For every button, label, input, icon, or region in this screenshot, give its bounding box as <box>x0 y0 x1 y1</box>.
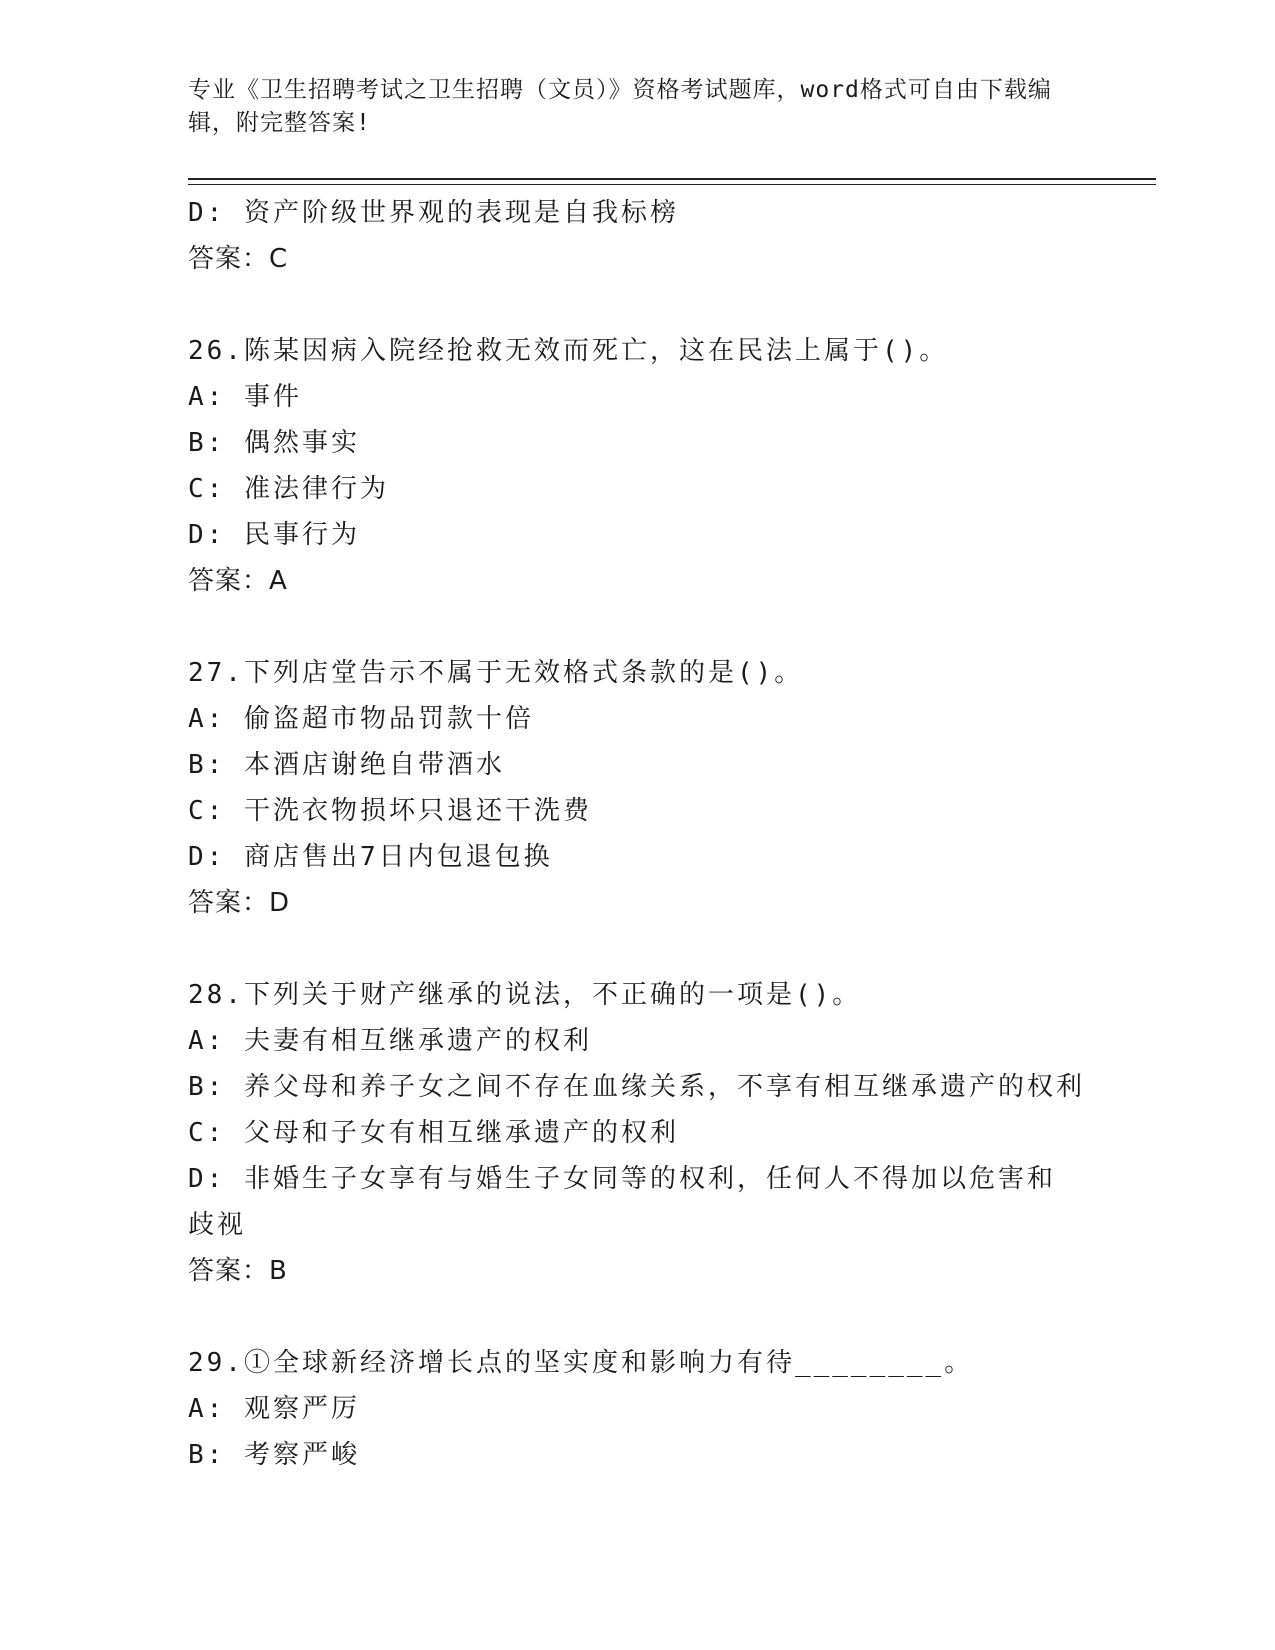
option-b: B: 偶然事实 <box>188 428 360 458</box>
answer-line: 答案：D <box>188 888 291 918</box>
question-number: 29. <box>188 1348 244 1378</box>
question-number: 28. <box>188 980 244 1010</box>
option-b: B: 考察严峻 <box>188 1440 360 1470</box>
option-d: D: 非婚生子女享有与婚生子女同等的权利，任何人不得加以危害和歧视 <box>188 1164 1056 1240</box>
option-b: B: 本酒店谢绝自带酒水 <box>188 750 505 780</box>
option-a: A: 观察严厉 <box>188 1394 360 1424</box>
question-block-26 <box>188 328 1088 604</box>
question-block-28 <box>188 972 1088 1294</box>
spacer <box>188 1294 1088 1340</box>
option-d: D: 民事行为 <box>188 520 360 550</box>
answer-line: 答案：A <box>188 566 288 596</box>
question-text: 陈某因病入院经抢救无效而死亡，这在民法上属于()。 <box>243 336 949 366</box>
option-a: A: 夫妻有相互继承遗产的权利 <box>188 1026 592 1056</box>
question-stem <box>188 328 1088 374</box>
question-stem <box>188 650 1088 696</box>
question-text: 下列关于财产继承的说法，不正确的一项是()。 <box>243 980 862 1010</box>
spacer <box>188 604 1088 650</box>
option-c: C: 准法律行为 <box>188 474 389 504</box>
spacer <box>188 282 1088 328</box>
question-text: ①全球新经济增长点的坚实度和影响力有待________。 <box>243 1348 974 1378</box>
option-d: D: 商店售出7日内包退包换 <box>188 842 553 872</box>
question-number: 26. <box>188 336 244 366</box>
answer-line: 答案：B <box>188 1256 288 1286</box>
question-stem <box>188 972 1088 1018</box>
option-d: D: 资产阶级世界观的表现是自我标榜 <box>188 198 679 228</box>
question-block-29 <box>188 1340 1088 1478</box>
question-stem <box>188 1340 1088 1386</box>
question-block-27 <box>188 650 1088 926</box>
question-block-25 <box>188 190 1088 282</box>
question-number: 27. <box>188 658 244 688</box>
option-a: A: 偷盗超市物品罚款十倍 <box>188 704 534 734</box>
header-rule-thick <box>188 178 1156 180</box>
document-header: 专业《卫生招聘考试之卫生招聘（文员）》资格考试题库，word格式可自由下载编辑，附完整答案! <box>188 77 1052 136</box>
answer-line: 答案：C <box>188 244 289 274</box>
question-text: 下列店堂告示不属于无效格式条款的是()。 <box>243 658 804 688</box>
header-rule-thin <box>188 184 1156 185</box>
spacer <box>188 926 1088 972</box>
option-b: B: 养父母和养子女之间不存在血缘关系，不享有相互继承遗产的权利 <box>188 1072 1085 1102</box>
question-list <box>188 190 1088 1478</box>
option-c: C: 干洗衣物损坏只退还干洗费 <box>188 796 592 826</box>
option-a: A: 事件 <box>188 382 302 412</box>
option-c: C: 父母和子女有相互继承遗产的权利 <box>188 1118 679 1148</box>
